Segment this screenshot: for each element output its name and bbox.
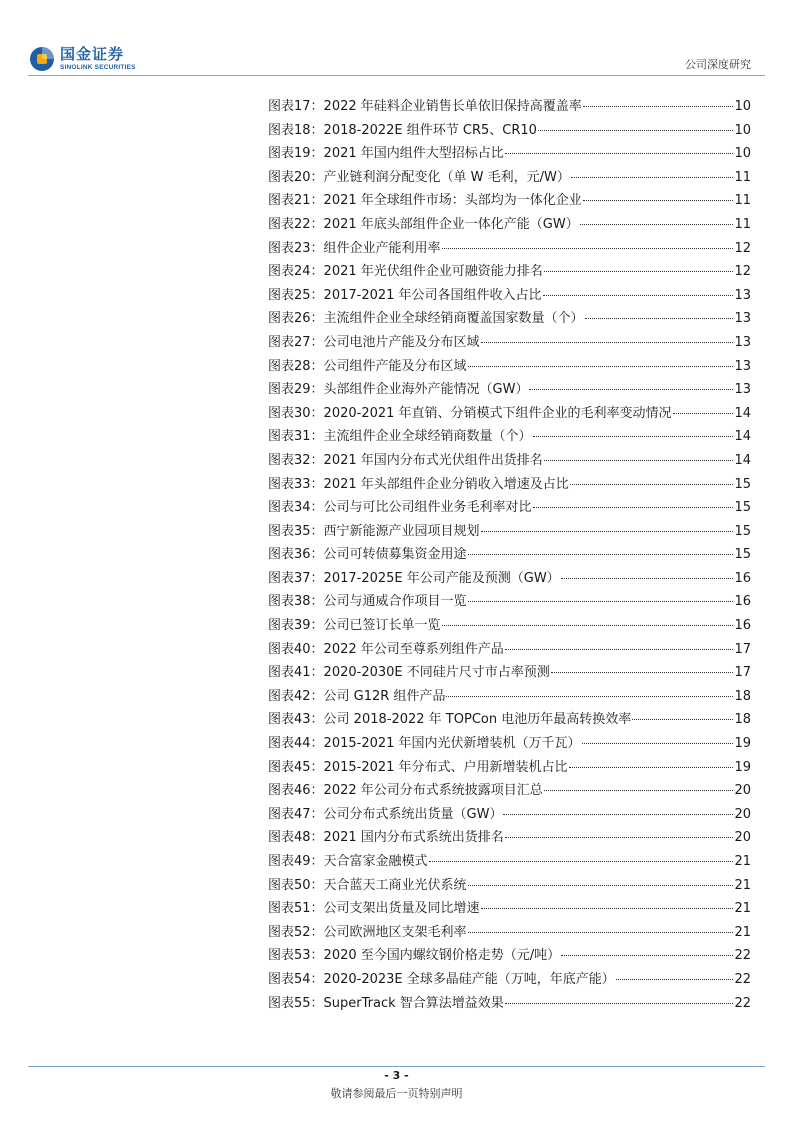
toc-entry-title: 2021 国内分布式系统出货排名 [323,830,504,846]
toc-entry-page: 10 [734,122,751,138]
toc-entry-label: 图表43： [268,712,324,728]
toc-entry[interactable] [268,520,751,544]
toc-dot-leader [673,412,734,414]
toc-entry-title: 公司分布式系统出货量（GW） [323,806,503,822]
toc-entry-title: 2017-2025E 年公司产能及预测（GW） [323,570,560,586]
toc-entry-label: 图表52： [268,924,324,940]
toc-dot-leader [582,742,734,744]
toc-dot-leader [429,860,734,862]
toc-entry-label: 图表47： [268,806,324,822]
toc-entry-title: 2020-2021 年直销、分销模式下组件企业的毛利率变动情况 [323,405,672,421]
toc-entry-page: 13 [734,334,751,350]
toc-dot-leader [442,624,734,626]
toc-dot-leader [505,1002,734,1004]
toc-entry-page: 20 [734,830,751,846]
toc-entry-label: 图表53： [268,948,324,964]
toc-entry-title: 公司可转债募集资金用途 [323,547,467,563]
toc-entry-label: 图表28： [268,358,324,374]
toc-entry-page: 20 [734,783,751,799]
toc-entry-label: 图表35： [268,523,324,539]
report-type: 公司深度研究 [685,58,751,71]
toc-entry-page: 18 [734,688,751,704]
toc-dot-leader [533,435,734,437]
toc-entry-title: 2021 年头部组件企业分销收入增速及占比 [323,476,569,492]
toc-dot-leader [468,365,734,367]
toc-dot-leader [544,270,734,272]
toc-entry-label: 图表24： [268,264,324,280]
toc-entry-label: 图表20： [268,169,324,185]
toc-entry[interactable] [268,543,751,567]
toc-entry[interactable] [268,260,751,284]
toc-dot-leader [481,341,734,343]
toc-entry[interactable] [268,449,751,473]
toc-entry-label: 图表23： [268,240,324,256]
toc-entry[interactable] [268,425,751,449]
toc-entry-label: 图表49： [268,854,324,869]
toc-dot-leader [544,789,734,791]
toc-entry-title: 2022 年公司至尊系列组件产品 [323,641,504,657]
toc-entry-page: 13 [734,311,751,327]
toc-entry[interactable] [268,496,751,520]
toc-entry[interactable] [268,473,751,497]
toc-entry[interactable] [268,119,751,143]
toc-entry-page: 19 [734,759,751,775]
toc-dot-leader [529,388,733,390]
toc-entry-title: 主流组件企业全球经销商覆盖国家数量（个） [323,311,584,327]
toc-entry[interactable] [268,732,751,756]
toc-entry-label: 图表41： [268,665,324,681]
toc-entry-page: 10 [734,146,751,162]
toc-entry-page: 15 [734,523,751,539]
toc-entry-label: 图表34： [268,500,324,516]
toc-entry[interactable] [268,213,751,237]
toc-entry[interactable] [268,850,751,874]
toc-entry[interactable] [268,142,751,166]
toc-entry-title: 2015-2021 年国内光伏新增装机（万千瓦） [323,736,581,752]
toc-dot-leader [481,530,734,532]
toc-dot-leader [583,105,734,107]
toc-entry[interactable] [268,638,751,662]
toc-entry-title: 2021 年全球组件市场：头部均为一体化企业 [323,193,582,209]
toc-entry[interactable] [268,237,751,261]
toc-entry-label: 图表50： [268,877,324,893]
toc-entry-label: 图表51： [268,901,324,917]
footer-divider [28,1066,765,1067]
toc-entry[interactable] [268,284,751,308]
toc-dot-leader [561,577,734,579]
toc-entry-page: 12 [734,240,751,256]
toc-dot-leader [503,813,733,815]
toc-entry-title: 主流组件企业全球经销商数量（个） [323,429,532,445]
toc-entry[interactable] [268,378,751,402]
toc-dot-leader [569,766,734,768]
toc-entry-title: 2018-2022E 组件环节 CR5、CR10 [323,122,537,138]
toc-entry-title: 2020 至今国内螺纹钢价格走势（元/吨） [323,948,561,964]
toc-entry-title: 2020-2030E 不同硅片尺寸市占率预测 [323,665,550,681]
toc-entry-label: 图表37： [268,570,324,586]
toc-entry[interactable] [268,826,751,850]
toc-entry[interactable] [268,402,751,426]
logo-english-name: SINOLINK SECURITIES [60,63,136,71]
toc-dot-leader [580,223,734,225]
toc-entry-label: 图表54： [268,971,324,987]
toc-entry-title: 公司支架出货量及同比增速 [323,901,480,917]
toc-dot-leader [571,176,734,178]
toc-entry[interactable] [268,355,751,379]
toc-entry-label: 图表17： [268,99,324,114]
toc-entry-label: 图表33： [268,476,324,492]
toc-entry-title: 2015-2021 年分布式、户用新增装机占比 [323,759,568,775]
toc-entry-label: 图表25： [268,287,324,303]
toc-entry-label: 图表29： [268,382,324,398]
toc-entry[interactable] [268,944,751,968]
toc-entry-title: 公司 G12R 组件产品 [323,688,446,704]
toc-entry[interactable] [268,779,751,803]
toc-dot-leader [446,695,733,697]
toc-dot-leader [533,506,734,508]
toc-entry[interactable] [268,756,751,780]
toc-entry-title: 公司电池片产能及分布区域 [323,334,480,350]
toc-entry-label: 图表45： [268,759,324,775]
company-logo [30,44,136,74]
toc-entry-title: 2021 年底头部组件企业一体化产能（GW） [323,216,579,232]
toc-entry-title: 2022 年公司分布式系统披露项目汇总 [323,783,543,799]
toc-entry-title: 2021 年国内组件大型招标占比 [323,146,504,162]
toc-entry-page: 16 [734,570,751,586]
toc-dot-leader [570,483,734,485]
toc-entry-label: 图表36： [268,547,324,563]
toc-entry-page: 21 [734,901,751,917]
toc-entry-title: 公司与可比公司组件业务毛利率对比 [323,500,532,516]
toc-entry[interactable] [268,685,751,709]
toc-dot-leader [583,199,734,201]
toc-entry-title: 2017-2021 年公司各国组件收入占比 [323,287,542,303]
logo-text [60,44,136,72]
toc-dot-leader [561,954,733,956]
toc-dot-leader [585,317,734,319]
toc-entry-title: 产业链利润分配变化（单 W 毛利，元/W） [323,169,570,185]
toc-entry-page: 11 [734,169,751,185]
toc-entry-label: 图表42： [268,688,324,704]
toc-entry-page: 15 [734,476,751,492]
toc-entry[interactable] [268,992,751,1016]
toc-entry[interactable] [268,95,751,119]
toc-dot-leader [632,718,733,720]
toc-entry[interactable] [268,803,751,827]
toc-entry-label: 图表46： [268,783,324,799]
toc-entry[interactable] [268,567,751,591]
toc-entry-page: 21 [734,854,751,869]
toc-entry-page: 20 [734,806,751,822]
toc-entry-page: 13 [734,382,751,398]
toc-entry-title: SuperTrack 智合算法增益效果 [323,995,504,1011]
header-divider [28,75,765,76]
toc-dot-leader [481,907,734,909]
toc-dot-leader [551,671,734,673]
toc-entry-page: 17 [734,665,751,681]
toc-entry-page: 11 [734,193,751,209]
toc-entry[interactable] [268,968,751,992]
toc-entry[interactable] [268,661,751,685]
toc-entry-title: 公司 2018-2022 年 TOPCon 电池历年最高转换效率 [323,712,632,728]
toc-entry-page: 22 [734,995,751,1011]
toc-entry-label: 图表26： [268,311,324,327]
toc-dot-leader [616,978,734,980]
toc-entry-title: 头部组件企业海外产能情况（GW） [323,382,529,398]
toc-entry[interactable] [268,874,751,898]
toc-entry-page: 14 [734,429,751,445]
toc-dot-leader [468,600,734,602]
toc-entry[interactable] [268,307,751,331]
toc-dot-leader [543,294,734,296]
toc-entry-page: 15 [734,500,751,516]
toc-entry-label: 图表30： [268,405,324,421]
toc-entry-title: 2021 年国内分布式光伏组件出货排名 [323,452,543,468]
toc-entry[interactable] [268,897,751,921]
toc-entry-title: 公司已签订长单一览 [323,618,441,634]
toc-entry-page: 13 [734,358,751,374]
toc-entry-title: 公司与通威合作项目一览 [323,594,467,610]
toc-entry-page: 13 [734,287,751,303]
toc-entry-label: 图表31： [268,429,324,445]
toc-entry-title: 组件企业产能利用率 [323,240,441,256]
toc-entry-label: 图表40： [268,641,324,657]
toc-entry-label: 图表21： [268,193,324,209]
toc-entry-page: 17 [734,641,751,657]
toc-entry-title: 公司欧洲地区支架毛利率 [323,924,467,940]
logo-mark-icon [30,47,54,71]
toc-entry-title: 公司组件产能及分布区域 [323,358,467,374]
page-header [0,0,793,80]
toc-entry-title: 2022 年硅料企业销售长单依旧保持高覆盖率 [323,99,582,114]
toc-entry-page: 21 [734,877,751,893]
toc-entry-page: 22 [734,948,751,964]
toc-entry-page: 22 [734,971,751,987]
toc-entry-page: 19 [734,736,751,752]
toc-entry-page: 10 [734,99,751,114]
toc-entry-page: 12 [734,264,751,280]
toc-entry-label: 图表38： [268,594,324,610]
toc-entry-label: 图表27： [268,334,324,350]
toc-entry[interactable] [268,708,751,732]
toc-dot-leader [505,836,734,838]
toc-entry[interactable] [268,166,751,190]
toc-entry-page: 14 [734,452,751,468]
toc-entry[interactable] [268,189,751,213]
table-of-figures [268,95,751,1015]
toc-entry-label: 图表22： [268,216,324,232]
toc-entry[interactable] [268,614,751,638]
toc-dot-leader [544,459,734,461]
toc-entry-title: 天合富家金融模式 [323,854,428,869]
toc-entry[interactable] [268,590,751,614]
toc-entry-page: 15 [734,547,751,563]
toc-entry-label: 图表48： [268,830,324,846]
toc-dot-leader [505,648,734,650]
toc-entry-label: 图表32： [268,452,324,468]
toc-dot-leader [468,884,734,886]
toc-entry-page: 14 [734,405,751,421]
toc-dot-leader [468,553,734,555]
toc-entry-label: 图表39： [268,618,324,634]
toc-dot-leader [468,931,734,933]
toc-entry-page: 21 [734,924,751,940]
toc-entry[interactable] [268,921,751,945]
toc-entry-title: 西宁新能源产业园项目规划 [323,523,480,539]
disclaimer-note: 敬请参阅最后一页特别声明 [330,1087,463,1100]
toc-entry-title: 2020-2023E 全球多晶硅产能（万吨，年底产能） [323,971,615,987]
toc-entry-title: 天合蓝天工商业光伏系统 [323,877,467,893]
toc-dot-leader [442,247,734,249]
toc-entry-page: 16 [734,594,751,610]
toc-entry-label: 图表55： [268,995,324,1011]
toc-entry-label: 图表18： [268,122,324,138]
page-number: - 3 - [384,1069,409,1082]
toc-entry-label: 图表44： [268,736,324,752]
toc-dot-leader [505,152,734,154]
logo-chinese-name: 国金证券 [60,44,125,63]
toc-entry-title: 2021 年光伏组件企业可融资能力排名 [323,264,543,280]
toc-dot-leader [538,129,734,131]
toc-entry-label: 图表19： [268,146,324,162]
toc-entry-page: 18 [734,712,751,728]
toc-entry-page: 11 [734,216,751,232]
toc-entry-page: 16 [734,618,751,634]
toc-entry[interactable] [268,331,751,355]
